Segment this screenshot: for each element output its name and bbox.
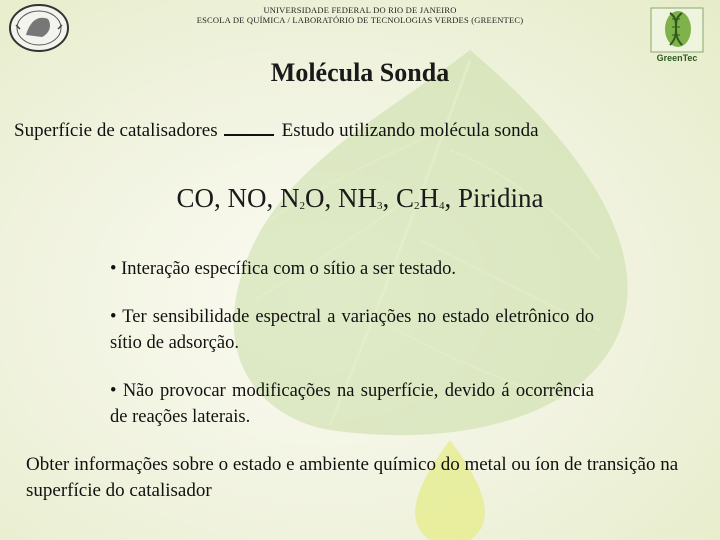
subtitle-left: Superfície de catalisadores [14, 120, 218, 141]
molecule-n2o-subscript: 2 [299, 200, 305, 212]
header-line-1: UNIVERSIDADE FEDERAL DO RIO DE JANEIRO [263, 5, 457, 15]
institution-header [150, 5, 570, 25]
molecule-piridina: , Piridina [444, 183, 544, 213]
bullet-item: • Interação específica com o sítio a ser testado. [110, 259, 457, 279]
university-seal-logo [8, 3, 70, 53]
greentec-logo [648, 5, 706, 65]
molecule-c2-subscript: 2 [414, 200, 420, 212]
molecule-n2o-nh: O, NH [305, 183, 377, 213]
molecule-c: , C [382, 183, 415, 213]
dna-leaf-icon [648, 5, 706, 53]
molecule-h: H [419, 183, 440, 213]
seal-icon [8, 3, 70, 53]
subtitle-right: Estudo utilizando molécula sonda [281, 120, 539, 141]
probe-molecule-list [0, 183, 720, 214]
header-line-2: ESCOLA DE QUÍMICA / LABORATÓRIO DE TECNOLOGIAS VERDES (GREENTEC) [196, 15, 524, 25]
conclusion-text: Obter informações sobre o estado e ambiente químico do metal ou íon de transição na superfície do catalisador [26, 454, 679, 501]
bullet-item: • Ter sensibilidade espectral a variações no estado eletrônico do sítio de adsorção. [110, 307, 594, 353]
slide-title: Molécula Sonda [270, 58, 450, 87]
bullet-item: • Não provocar modificações na superfície, devido á ocorrência de reações laterais. [110, 381, 594, 427]
molecule-h4-subscript: 4 [439, 200, 445, 212]
molecule-nh3-subscript: 3 [377, 200, 383, 212]
requirements-list [110, 256, 594, 452]
subtitle-blank-line [224, 120, 274, 136]
subtitle-line [14, 120, 539, 142]
molecule-co-no: CO, NO, N [176, 183, 300, 213]
greentec-label: GreenTec [656, 53, 698, 63]
